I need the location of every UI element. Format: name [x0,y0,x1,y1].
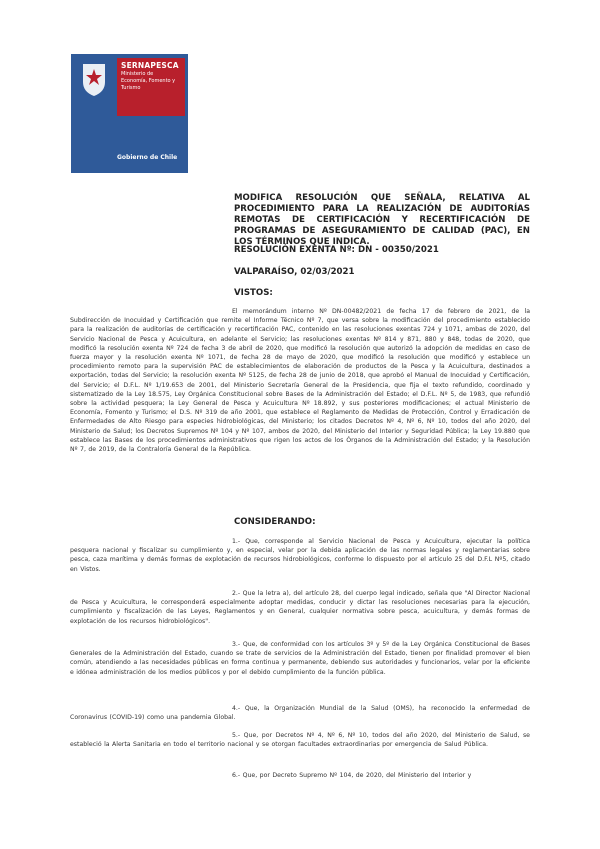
considerando-item-5: 5.- Que, por Decretos Nº 4, Nº 6, Nº 10, todos del año 2020, del Ministerio de Salud, se estableció la Alerta Sanitaria en todo el territorio nacional y se otorgan facultades extraordinarias por emergencia de Salud Pública. [70,732,530,749]
org-sub-2: Economía, Fomento y [121,78,176,84]
brand-block [117,58,185,116]
considerando-item-4: 4.- Que, la Organización Mundial de la Salud (OMS), ha reconocido la enfermedad de Coronavirus (COVID-19) como una pandemia Global. [70,705,530,722]
considerando-item-3: 3.- Que, de conformidad con los artículos 3º y 5º de la Ley Orgánica Constitucional de Bases Generales de la Administración del Estado, cuando se trate de servicios de la Administración del Estado, tienen por finalidad promover el bien común, atendiendo a las necesidades públicas en forma continua y permanente, debiendo sus autoridades y funcionarios, velar por la eficiente e idónea administración de los medios públicos y por el debido cumplimiento de la función pública. [70,641,530,676]
place-date: VALPARAÍSO, 02/03/2021 [234,267,355,277]
vistos-paragraph: El memorándum interno Nº DN-00482/2021 de fecha 17 de febrero de 2021, de la Subdirección de Inocuidad y Certificación que remite el Informe Técnico Nº 7, que versa sobre la modificación del procedimiento establecido para la realización de auditorías de certificación y recertificación PAC, contenido en las resoluciones exentas 724 y 1071, ambas de 2020, del Servicio Nacional de Pesca y Acuicultura, en adelante el Servicio; las resoluciones exentas Nº 814 y 871, 880 y 848, todas de 2020, que modificó la resolución exenta Nº 724 de fecha 3 de abril de 2020, que modificó la resolución que autorizó la adopción de medidas en caso de fuerza mayor y la resolución exenta Nº 1071, de fecha 28 de mayo de 2020, que modificó la resolución que modificó y establece un procedimiento remoto para la supervisión PAC de establecimientos de elaboración de productos de la Pesca y la Acuicultura, destinados a exportación, todas del Servicio; la resolución exenta Nº 5125, de fecha 28 de junio de 2018, que aprobó el Manual de Inocuidad y Certificación, del Servicio; el D.F.L. Nº 1/19.653 de 2001, del Ministerio Secretaría General de la Presidencia, que fija el texto refundido, coordinado y sistematizado de la Ley 18.575, Ley Orgánica Constitucional sobre Bases de la Administración del Estado; el D.F.L. Nº 5, de 1983, que refundió sobre la actividad pesquera; la Ley General de Pesca y Acuicultura Nº 18.892, y sus posteriores modificaciones; el actual Ministerio de Economía, Fomento y Turismo; el D.S. Nº 319 de año 2001, que establece el Reglamento de Medidas de Protección, Control y Erradicación de Enfermedades de Alto Riesgo para especies hidrobiológicas, del Ministerio; los citados Decretos Nº 4, Nº 6, Nº 10, todos del año 2020, del Ministerio de Salud; los Decretos Supremos Nº 104 y Nº 107, ambos de 2020, del Ministerio del Interior y Seguridad Pública; la Ley 19.880 que establece las Bases de los procedimientos administrativos que rigen los actos de los Órganos de la Administración del Estado; y la Resolución Nº 7, de 2019, de la Contraloría General de la República. [70,308,530,454]
coat-of-arms-icon [79,60,109,98]
considerando-heading: CONSIDERANDO: [234,517,316,527]
considerando-item-1: 1.- Que, corresponde al Servicio Nacional de Pesca y Acuicultura, ejecutar la política pesquera nacional y fiscalizar su cumplimiento y, en especial, velar por la debida aplicación de las normas legales y reglamentarias sobre pesca, caza marítima y demás formas de explotación de recursos hidrobiológicos, conforme lo dispuesto por el artículo 25 del D.F.L Nº5, citado en Vistos. [70,538,530,573]
org-sub-1: Ministerio de [121,71,154,77]
gov-label: Gobierno de Chile [117,154,178,161]
considerando-item-2: 2.- Que la letra a), del artículo 28, del cuerpo legal indicado, señala que "Al Director Nacional de Pesca y Acuicultura, le corresponderá especialmente adoptar medidas, conducir y dictar las resoluciones necesarias para la ejecución, cumplimiento y fiscalización de las Leyes, Reglamentos y en General, cualquier normativa sobre pesca, acuicultura, y demás formas de explotación de los recursos hidrobiológicos". [70,590,530,625]
resolution-number: RESOLUCIÓN EXENTA Nº: DN - 00350/2021 [234,245,439,255]
sernapesca-logo [71,54,188,173]
org-sub-3: Turismo [121,85,141,91]
vistos-heading: VISTOS: [234,288,273,298]
considerando-item-6: 6.- Que, por Decreto Supremo Nº 104, de 2020, del Ministerio del Interior y [232,772,472,779]
org-name: SERNAPESCA [121,61,179,70]
document-title: MODIFICA RESOLUCIÓN QUE SEÑALA, RELATIVA AL PROCEDIMIENTO PARA LA REALIZACIÓN DE AUDITORÍAS REMOTAS DE CERTIFICACIÓN Y RECERTIFICACIÓN DE PROGRAMAS DE ASEGURAMIENTO DE CALIDAD (PAC), EN LOS TÉRMINOS QUE INDICA. [234,193,530,247]
